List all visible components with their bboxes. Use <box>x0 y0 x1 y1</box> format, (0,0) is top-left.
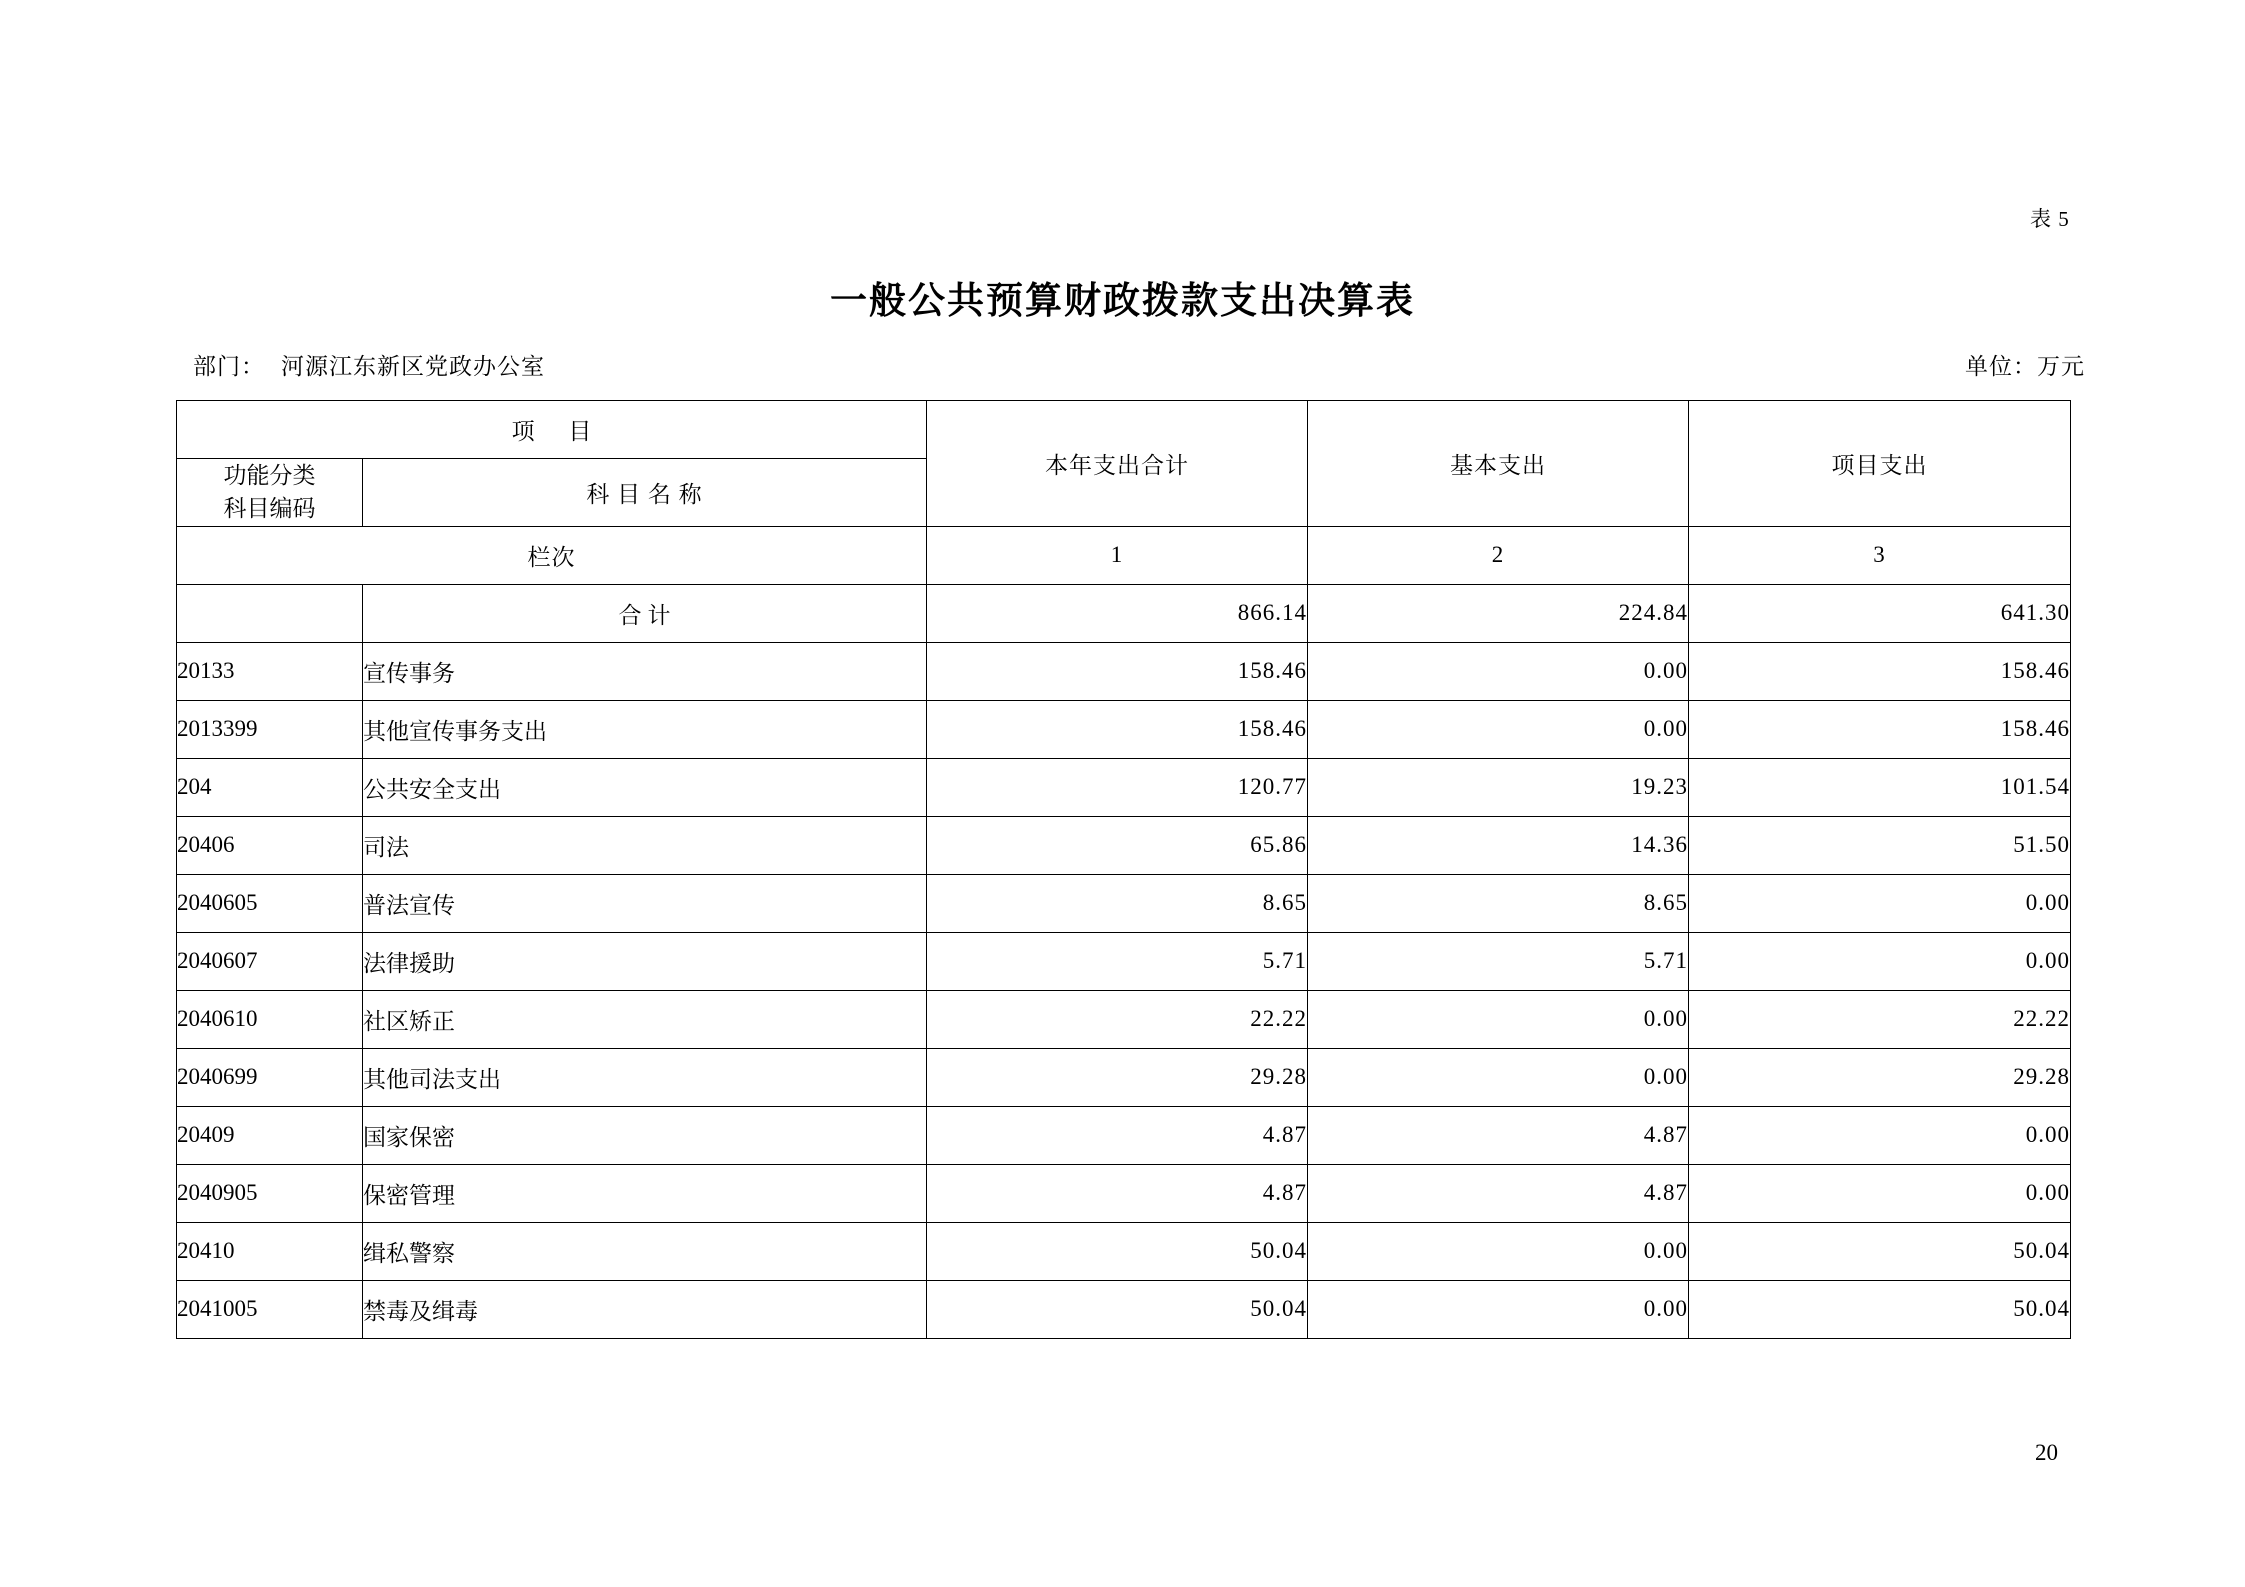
table-number: 表 5 <box>2030 207 2070 231</box>
header-col-code <box>177 459 363 527</box>
row-code: 2040905 <box>177 1164 363 1222</box>
expenditure-table <box>176 400 2071 1339</box>
row-col1: 8.65 <box>927 874 1308 932</box>
department-line <box>193 348 545 381</box>
row-name: 司法 <box>363 816 927 874</box>
row-name: 禁毒及缉毒 <box>363 1280 927 1338</box>
row-col1: 4.87 <box>927 1164 1308 1222</box>
row-col1: 22.22 <box>927 990 1308 1048</box>
table-row <box>177 700 2071 758</box>
total-row-code <box>177 584 363 642</box>
row-col2: 0.00 <box>1308 990 1689 1048</box>
total-row-col3: 641.30 <box>1689 584 2071 642</box>
row-name: 保密管理 <box>363 1164 927 1222</box>
department-label: 部门： <box>193 354 265 379</box>
column-index-3: 3 <box>1689 526 2071 584</box>
row-col3: 0.00 <box>1689 1106 2071 1164</box>
row-code: 20406 <box>177 816 363 874</box>
row-code: 2040699 <box>177 1048 363 1106</box>
row-col1: 50.04 <box>927 1222 1308 1280</box>
total-row-col2: 224.84 <box>1308 584 1689 642</box>
row-col2: 0.00 <box>1308 1048 1689 1106</box>
header-col-code-line1: 功能分类 <box>223 463 316 488</box>
row-col2: 0.00 <box>1308 700 1689 758</box>
row-col2: 0.00 <box>1308 1280 1689 1338</box>
table-column-index-row <box>177 526 2071 584</box>
row-code: 2040610 <box>177 990 363 1048</box>
row-col3: 29.28 <box>1689 1048 2071 1106</box>
row-name: 其他司法支出 <box>363 1048 927 1106</box>
total-row-col1: 866.14 <box>927 584 1308 642</box>
row-name: 宣传事务 <box>363 642 927 700</box>
row-name: 其他宣传事务支出 <box>363 700 927 758</box>
table-row <box>177 1222 2071 1280</box>
row-name: 国家保密 <box>363 1106 927 1164</box>
row-name: 法律援助 <box>363 932 927 990</box>
table-row <box>177 642 2071 700</box>
row-col2: 4.87 <box>1308 1106 1689 1164</box>
row-col2: 19.23 <box>1308 758 1689 816</box>
page-title: 一般公共预算财政拨款支出决算表 <box>830 279 1415 322</box>
row-col1: 65.86 <box>927 816 1308 874</box>
row-col2: 14.36 <box>1308 816 1689 874</box>
column-index-2: 2 <box>1308 526 1689 584</box>
row-col2: 8.65 <box>1308 874 1689 932</box>
table-row <box>177 758 2071 816</box>
table-header-row-group <box>177 401 2071 459</box>
table-row <box>177 1280 2071 1338</box>
row-code: 2041005 <box>177 1280 363 1338</box>
page-number: 20 <box>2035 1440 2058 1465</box>
row-col3: 22.22 <box>1689 990 2071 1048</box>
row-col3: 50.04 <box>1689 1280 2071 1338</box>
row-code: 204 <box>177 758 363 816</box>
row-col1: 29.28 <box>927 1048 1308 1106</box>
row-name: 缉私警察 <box>363 1222 927 1280</box>
table-row <box>177 874 2071 932</box>
header-group-item: 项 目 <box>177 401 927 459</box>
row-col2: 4.87 <box>1308 1164 1689 1222</box>
row-col3: 0.00 <box>1689 932 2071 990</box>
header-col-project: 项目支出 <box>1689 401 2071 527</box>
row-col3: 51.50 <box>1689 816 2071 874</box>
header-col-total: 本年支出合计 <box>927 401 1308 527</box>
table-row <box>177 816 2071 874</box>
row-code: 20409 <box>177 1106 363 1164</box>
table-row <box>177 1164 2071 1222</box>
row-col3: 158.46 <box>1689 700 2071 758</box>
row-col3: 0.00 <box>1689 874 2071 932</box>
row-col1: 5.71 <box>927 932 1308 990</box>
table-row <box>177 1048 2071 1106</box>
table-row <box>177 1106 2071 1164</box>
header-col-basic: 基本支出 <box>1308 401 1689 527</box>
department-value: 河源江东新区党政办公室 <box>281 354 545 379</box>
row-col1: 158.46 <box>927 642 1308 700</box>
header-col-code-line2: 科目编码 <box>223 496 316 522</box>
table-row <box>177 990 2071 1048</box>
column-index-label: 栏次 <box>177 526 927 584</box>
row-code: 20410 <box>177 1222 363 1280</box>
row-col2: 5.71 <box>1308 932 1689 990</box>
table-row <box>177 932 2071 990</box>
row-col1: 50.04 <box>927 1280 1308 1338</box>
row-col1: 158.46 <box>927 700 1308 758</box>
row-code: 20133 <box>177 642 363 700</box>
row-code: 2040607 <box>177 932 363 990</box>
unit-note: 单位：万元 <box>1965 354 2085 379</box>
row-name: 公共安全支出 <box>363 758 927 816</box>
row-code: 2013399 <box>177 700 363 758</box>
table-total-row <box>177 584 2071 642</box>
row-col2: 0.00 <box>1308 642 1689 700</box>
row-code: 2040605 <box>177 874 363 932</box>
row-col3: 101.54 <box>1689 758 2071 816</box>
row-name: 普法宣传 <box>363 874 927 932</box>
row-col3: 50.04 <box>1689 1222 2071 1280</box>
row-col3: 158.46 <box>1689 642 2071 700</box>
row-col1: 120.77 <box>927 758 1308 816</box>
total-row-label: 合计 <box>363 584 927 642</box>
column-index-1: 1 <box>927 526 1308 584</box>
header-col-name: 科 目 名 称 <box>363 459 927 527</box>
row-col3: 0.00 <box>1689 1164 2071 1222</box>
row-name: 社区矫正 <box>363 990 927 1048</box>
row-col2: 0.00 <box>1308 1222 1689 1280</box>
row-col1: 4.87 <box>927 1106 1308 1164</box>
